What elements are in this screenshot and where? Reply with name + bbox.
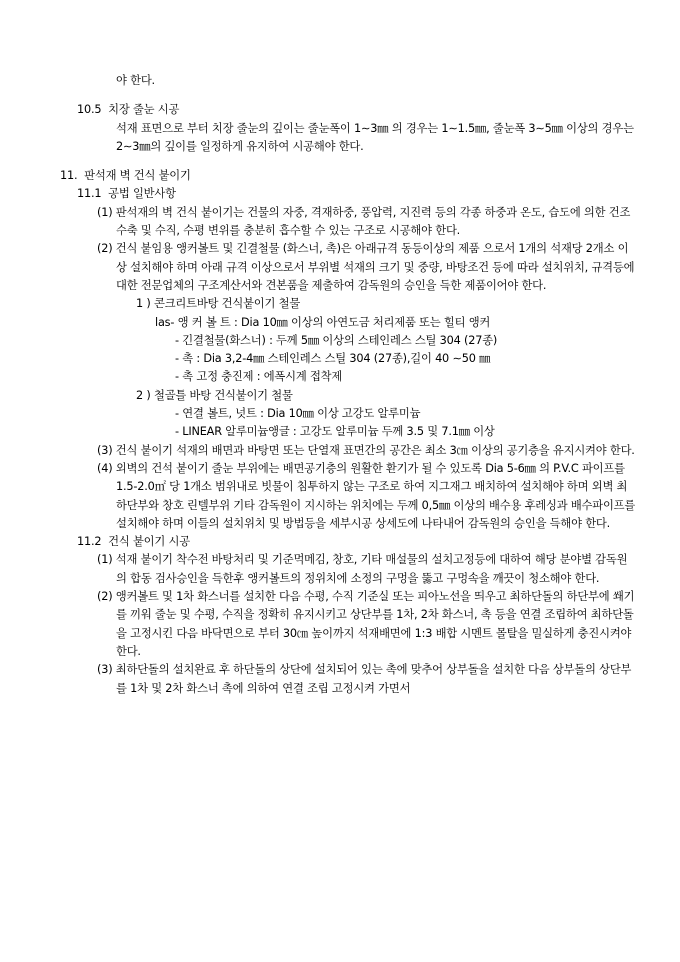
document-body: [60, 72, 639, 698]
spacer: [60, 90, 636, 101]
list-item: - 촉 고정 충진제 : 에폭시계 접착제: [175, 370, 343, 384]
list-item: 2 ) 철골틀 바탕 건식붙이기 철물: [136, 388, 293, 402]
list-item: - 긴결철물(화스너) : 두께 5㎜ 이상의 스테인레스 스틸 304 (27종): [175, 333, 498, 347]
list-item: (2) 건식 붙임용 앵커볼트 및 긴결철물 (화스너, 촉)은 아래규격 동등이상의 제품 으로서 1개의 석재당 2개소 이상 설치해야 하며 아래 규격 이상으로서 부위별 석재의 크기 및 중량, 바탕조건 등에 따라 설치위치, 규격등에 대한 전문업체의 구조계산서와 견본품을 제출하여 감독원의 승인을 득한 제품이어야 한다.: [97, 242, 638, 292]
list-item: 1 ) 콘크리트바탕 건식붙이기 철물: [136, 297, 301, 311]
section-heading-11: 11. 판석재 벽 건식 붙이기: [60, 169, 191, 183]
section-heading-11-1: 11.1 공법 일반사항: [77, 187, 176, 201]
paragraph: 석재 표면으로 부터 치장 줄눈의 깊이는 줄눈폭이 1∼3㎜ 의 경우는 1∼1.5㎜, 줄눈폭 3∼5㎜ 이상의 경우는 2∼3㎜의 깊이를 일정하게 유지하여 시공해야 한다.: [116, 121, 638, 153]
list-item: (3) 최하단돌의 설치완료 후 하단돌의 상단에 설치되어 있는 촉에 맞추어 상부돌을 설치한 다음 상부돌의 상단부를 1차 및 2차 화스너 촉에 의하여 연결 조립 고정시켜 가면서: [97, 663, 632, 695]
list-item: (3) 건식 붙이기 석재의 배면과 바탕면 또는 단열재 표면간의 공간은 최소 3㎝ 이상의 공기층을 유지시켜야 한다.: [97, 443, 635, 457]
list-item: (2) 앵커볼트 및 1차 화스너를 설치한 다음 수평, 수직 기준실 또는 피아노선을 띄우고 최하단돌의 하단부에 쐐기를 끼워 줄눈 및 수평, 수직을 정확히 유지시키고 상단부를 1차, 2차 화스너, 촉 등을 연결 조립하여 최하단돌을 고정시킨 다음 바닥면으로 부터 30㎝ 높이까지 석재배면에 1:3 배합 시멘트 몰탈을 밀실하게 충진시켜야 한다.: [97, 590, 635, 658]
list-item: - 촉 : Dia 3,2-4㎜ 스테인레스 스틸 304 (27종),길이 40 ∼50 ㎜: [175, 352, 491, 366]
list-item: (4) 외벽의 건석 붙이기 줄눈 부위에는 배면공기층의 원활한 환기가 될 수 있도록 Dia 5-6㎜ 의 P.V.C 파이프를 1.5-2.0㎡ 당 1개소 범위내로 빗물이 침투하지 않는 구조로 하여 지그재그 배치하여 설치해야 하며 외벽 최하단부와 창호 린텔부위 기타 감독원이 지시하는 위치에는 두께 0,5㎜ 이상의 배수용 후레싱과 배수파이프를 설치해야 하며 이들의 설치위치 및 방법등을 세부시공 상세도에 나타내어 감독원의 승인을 득해야 한다.: [97, 461, 639, 530]
section-heading-11-2: 11.2 건식 붙이기 시공: [77, 535, 190, 549]
list-item: - LINEAR 알루미늄앵글 : 고강도 알루미늄 두께 3.5 및 7.1㎜ 이상: [175, 425, 495, 439]
list-item: (1) 판석재의 벽 건식 붙이기는 건물의 자중, 격재하중, 풍압력, 지진력 등의 각종 하중과 온도, 습도에 의한 건조수축 및 수직, 수평 변위를 충분히 흡수할 수 있는 구조로 시공해야 한다.: [97, 205, 631, 238]
paragraph: 야 한다.: [116, 74, 155, 87]
list-item: las- 앵 커 볼 트 : Dia 10㎜ 이상의 아연도금 처리제품 또는 힐티 앵커: [155, 315, 491, 329]
list-item: - 연결 볼트, 넛트 : Dia 10㎜ 이상 고강도 알루미늄: [175, 407, 421, 421]
list-item: (1) 석재 붙이기 착수전 바탕처리 및 기준먹메김, 창호, 기타 매설물의 설치고정등에 대하여 해당 분야별 감독원의 합동 검사승인을 득한후 앵커볼트의 정위치에 소정의 구멍을 뚫고 구멍속을 깨끗이 청소해야 한다.: [97, 553, 628, 585]
spacer: [60, 156, 636, 167]
section-heading-10-5: 10.5 치장 줄눈 시공: [77, 103, 180, 117]
